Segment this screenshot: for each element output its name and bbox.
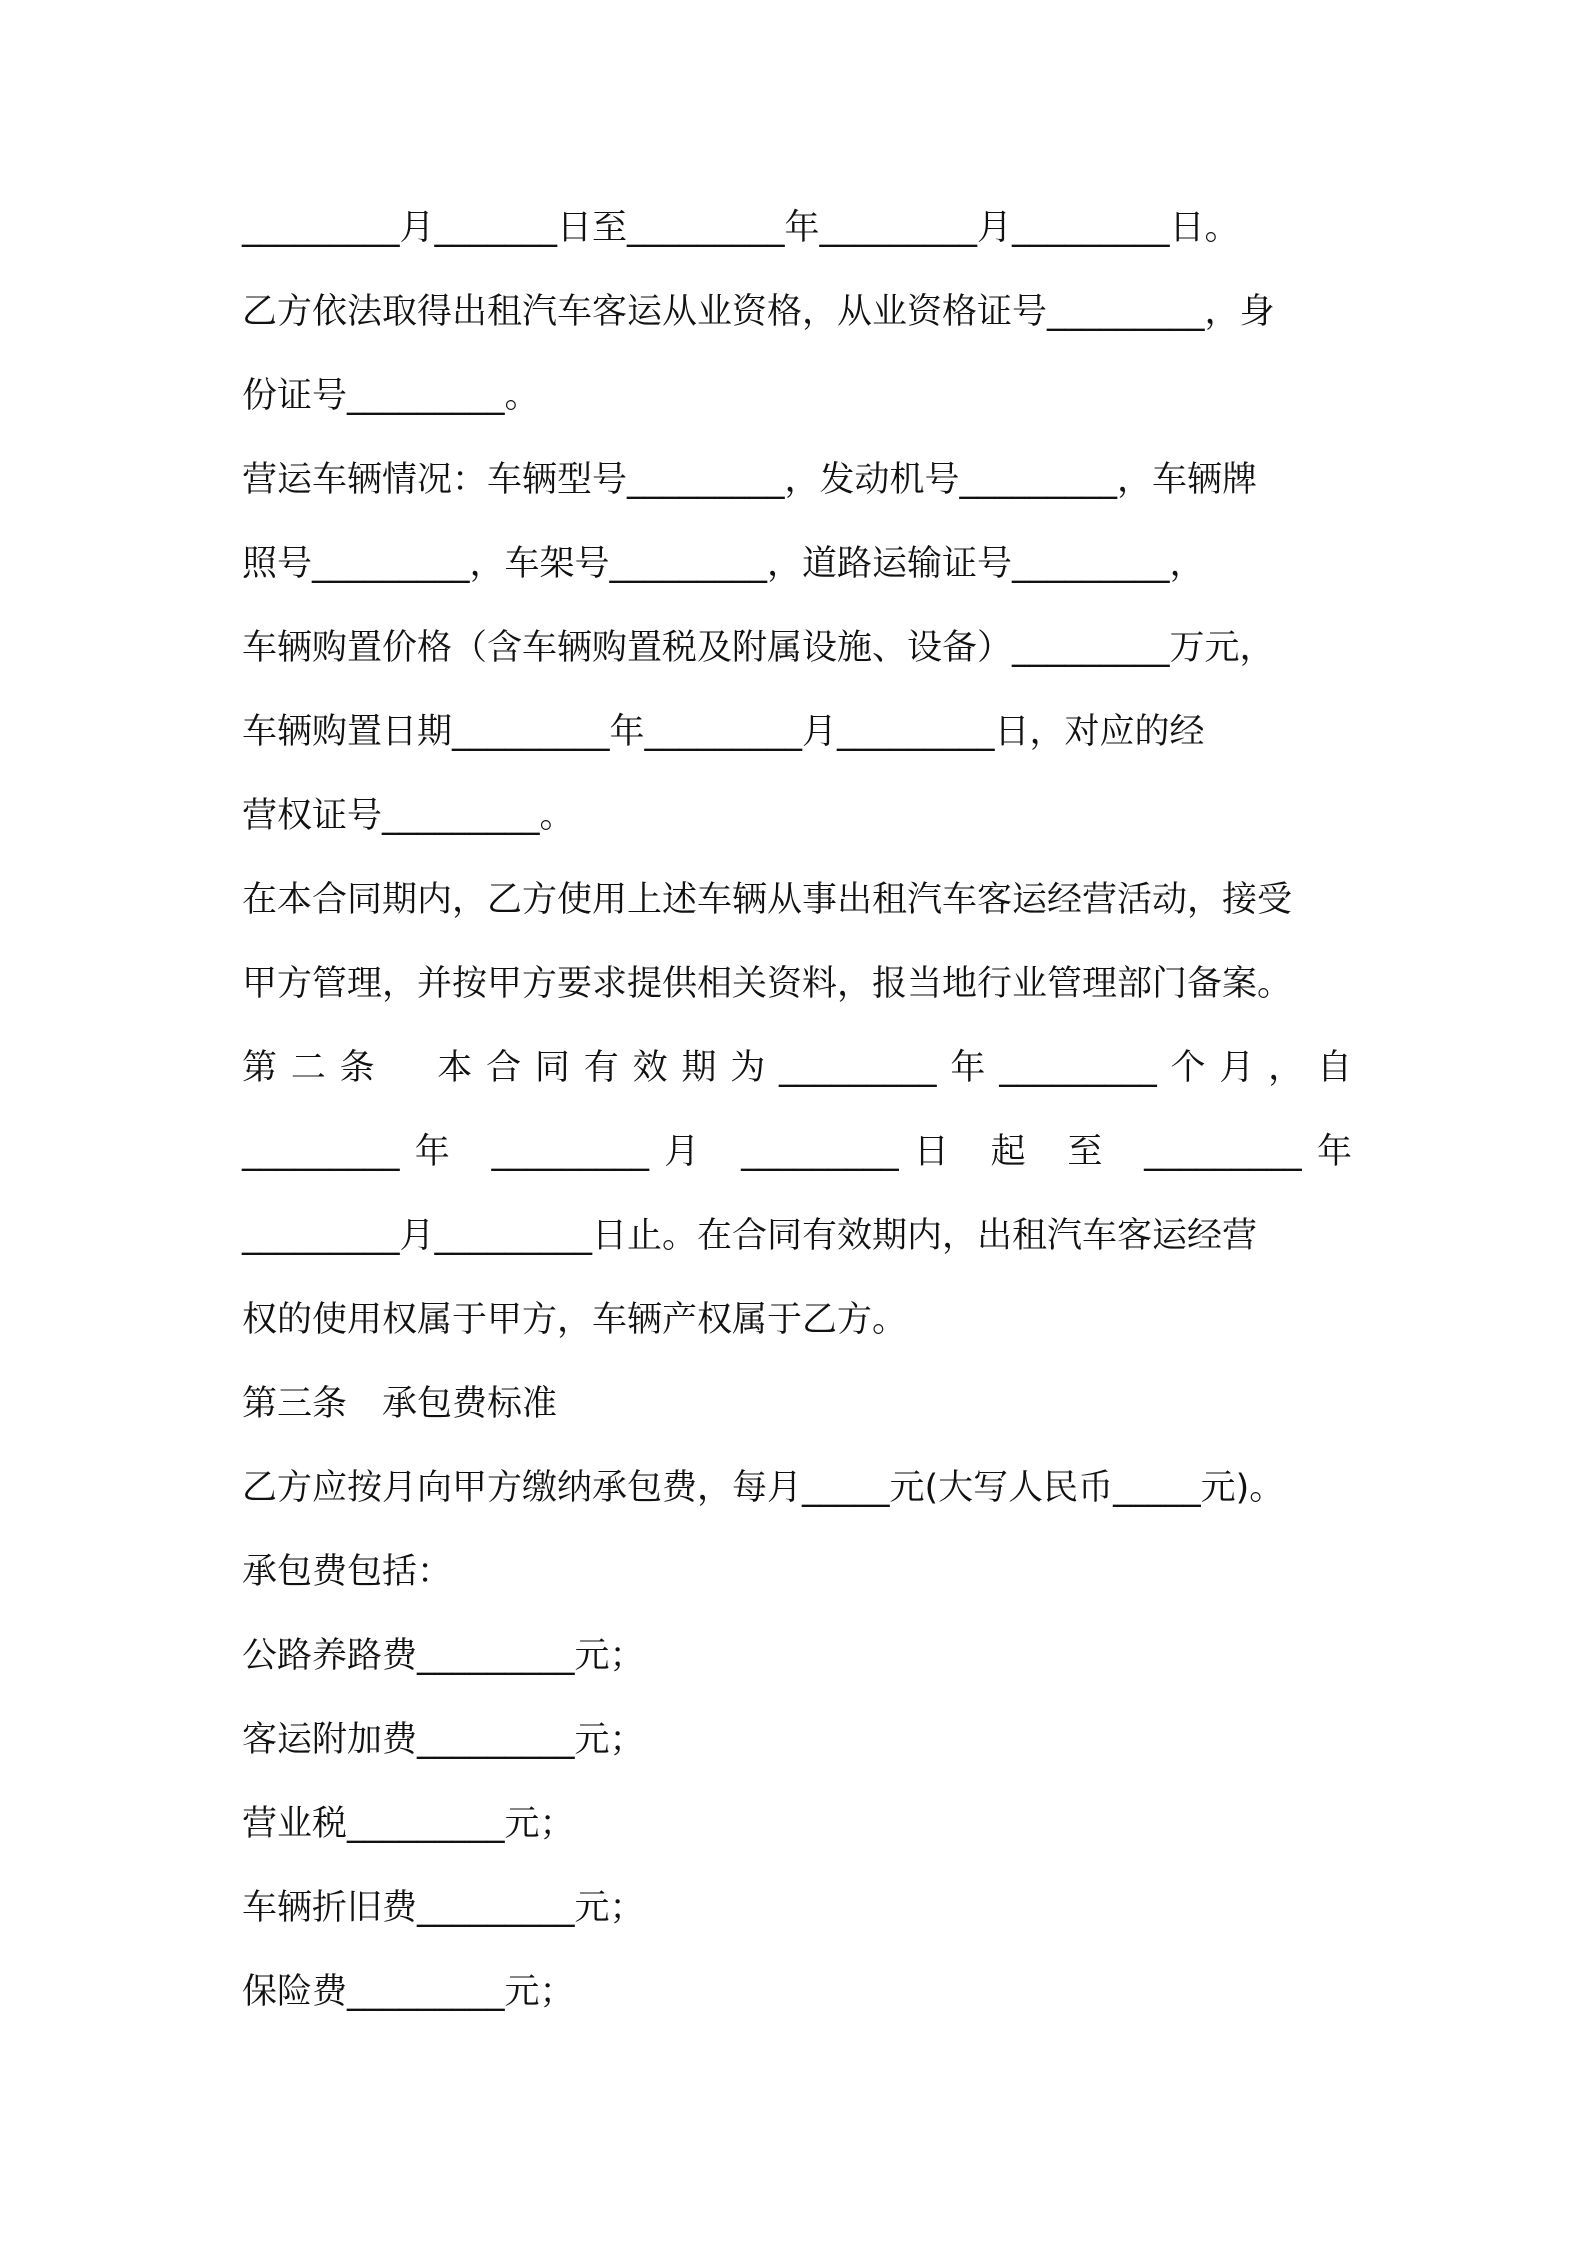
text-line-14: 权的使用权属于甲方，车辆产权属于乙方。 <box>242 1300 908 1340</box>
article-2-heading-line: 第二条 本合同有效期为_________年_________个月，自 <box>242 1048 1352 1088</box>
text-line-9: 在本合同期内，乙方使用上述车辆从事出租汽车客运经营活动，接受 <box>242 880 1293 920</box>
text-line-5: 照号_________，车架号_________，道路运输证号_________， <box>242 544 1205 584</box>
text-line-6: 车辆购置价格（含车辆购置税及附属设施、设备）_________万元， <box>242 628 1275 668</box>
fee-item-passenger-surcharge: 客运附加费_________元； <box>242 1720 645 1760</box>
text-line-16: 乙方应按月向甲方缴纳承包费，每月_____元(大写人民币_____元)。 <box>242 1468 1285 1508</box>
fee-item-depreciation: 车辆折旧费_________元； <box>242 1888 645 1928</box>
text-line-17: 承包费包括： <box>242 1552 453 1592</box>
fee-item-business-tax: 营业税_________元； <box>242 1804 575 1844</box>
fee-item-road-maintenance: 公路养路费_________元； <box>242 1636 645 1676</box>
text-line-8: 营权证号_________。 <box>242 796 575 836</box>
text-line-10: 甲方管理，并按甲方要求提供相关资料，报当地行业管理部门备案。 <box>242 964 1293 1004</box>
text-line-1: _________月_______日至_________年_________月_________日。 <box>242 208 1240 248</box>
text-line-12: _________年 _________月 _________日 起 至 _________年 <box>242 1132 1352 1172</box>
text-line-13: _________月_________日止。在合同有效期内，出租汽车客运经营 <box>242 1216 1258 1256</box>
fee-item-insurance: 保险费_________元； <box>242 1972 575 2012</box>
article-3-heading: 第三条 承包费标准 <box>242 1384 558 1424</box>
text-line-4: 营运车辆情况：车辆型号_________，发动机号_________，车辆牌 <box>242 460 1258 500</box>
text-line-7: 车辆购置日期_________年_________月_________日，对应的经 <box>242 712 1205 752</box>
text-line-3: 份证号_________。 <box>242 376 540 416</box>
text-line-2: 乙方依法取得出租汽车客运从业资格，从业资格证号_________，身 <box>242 292 1275 332</box>
